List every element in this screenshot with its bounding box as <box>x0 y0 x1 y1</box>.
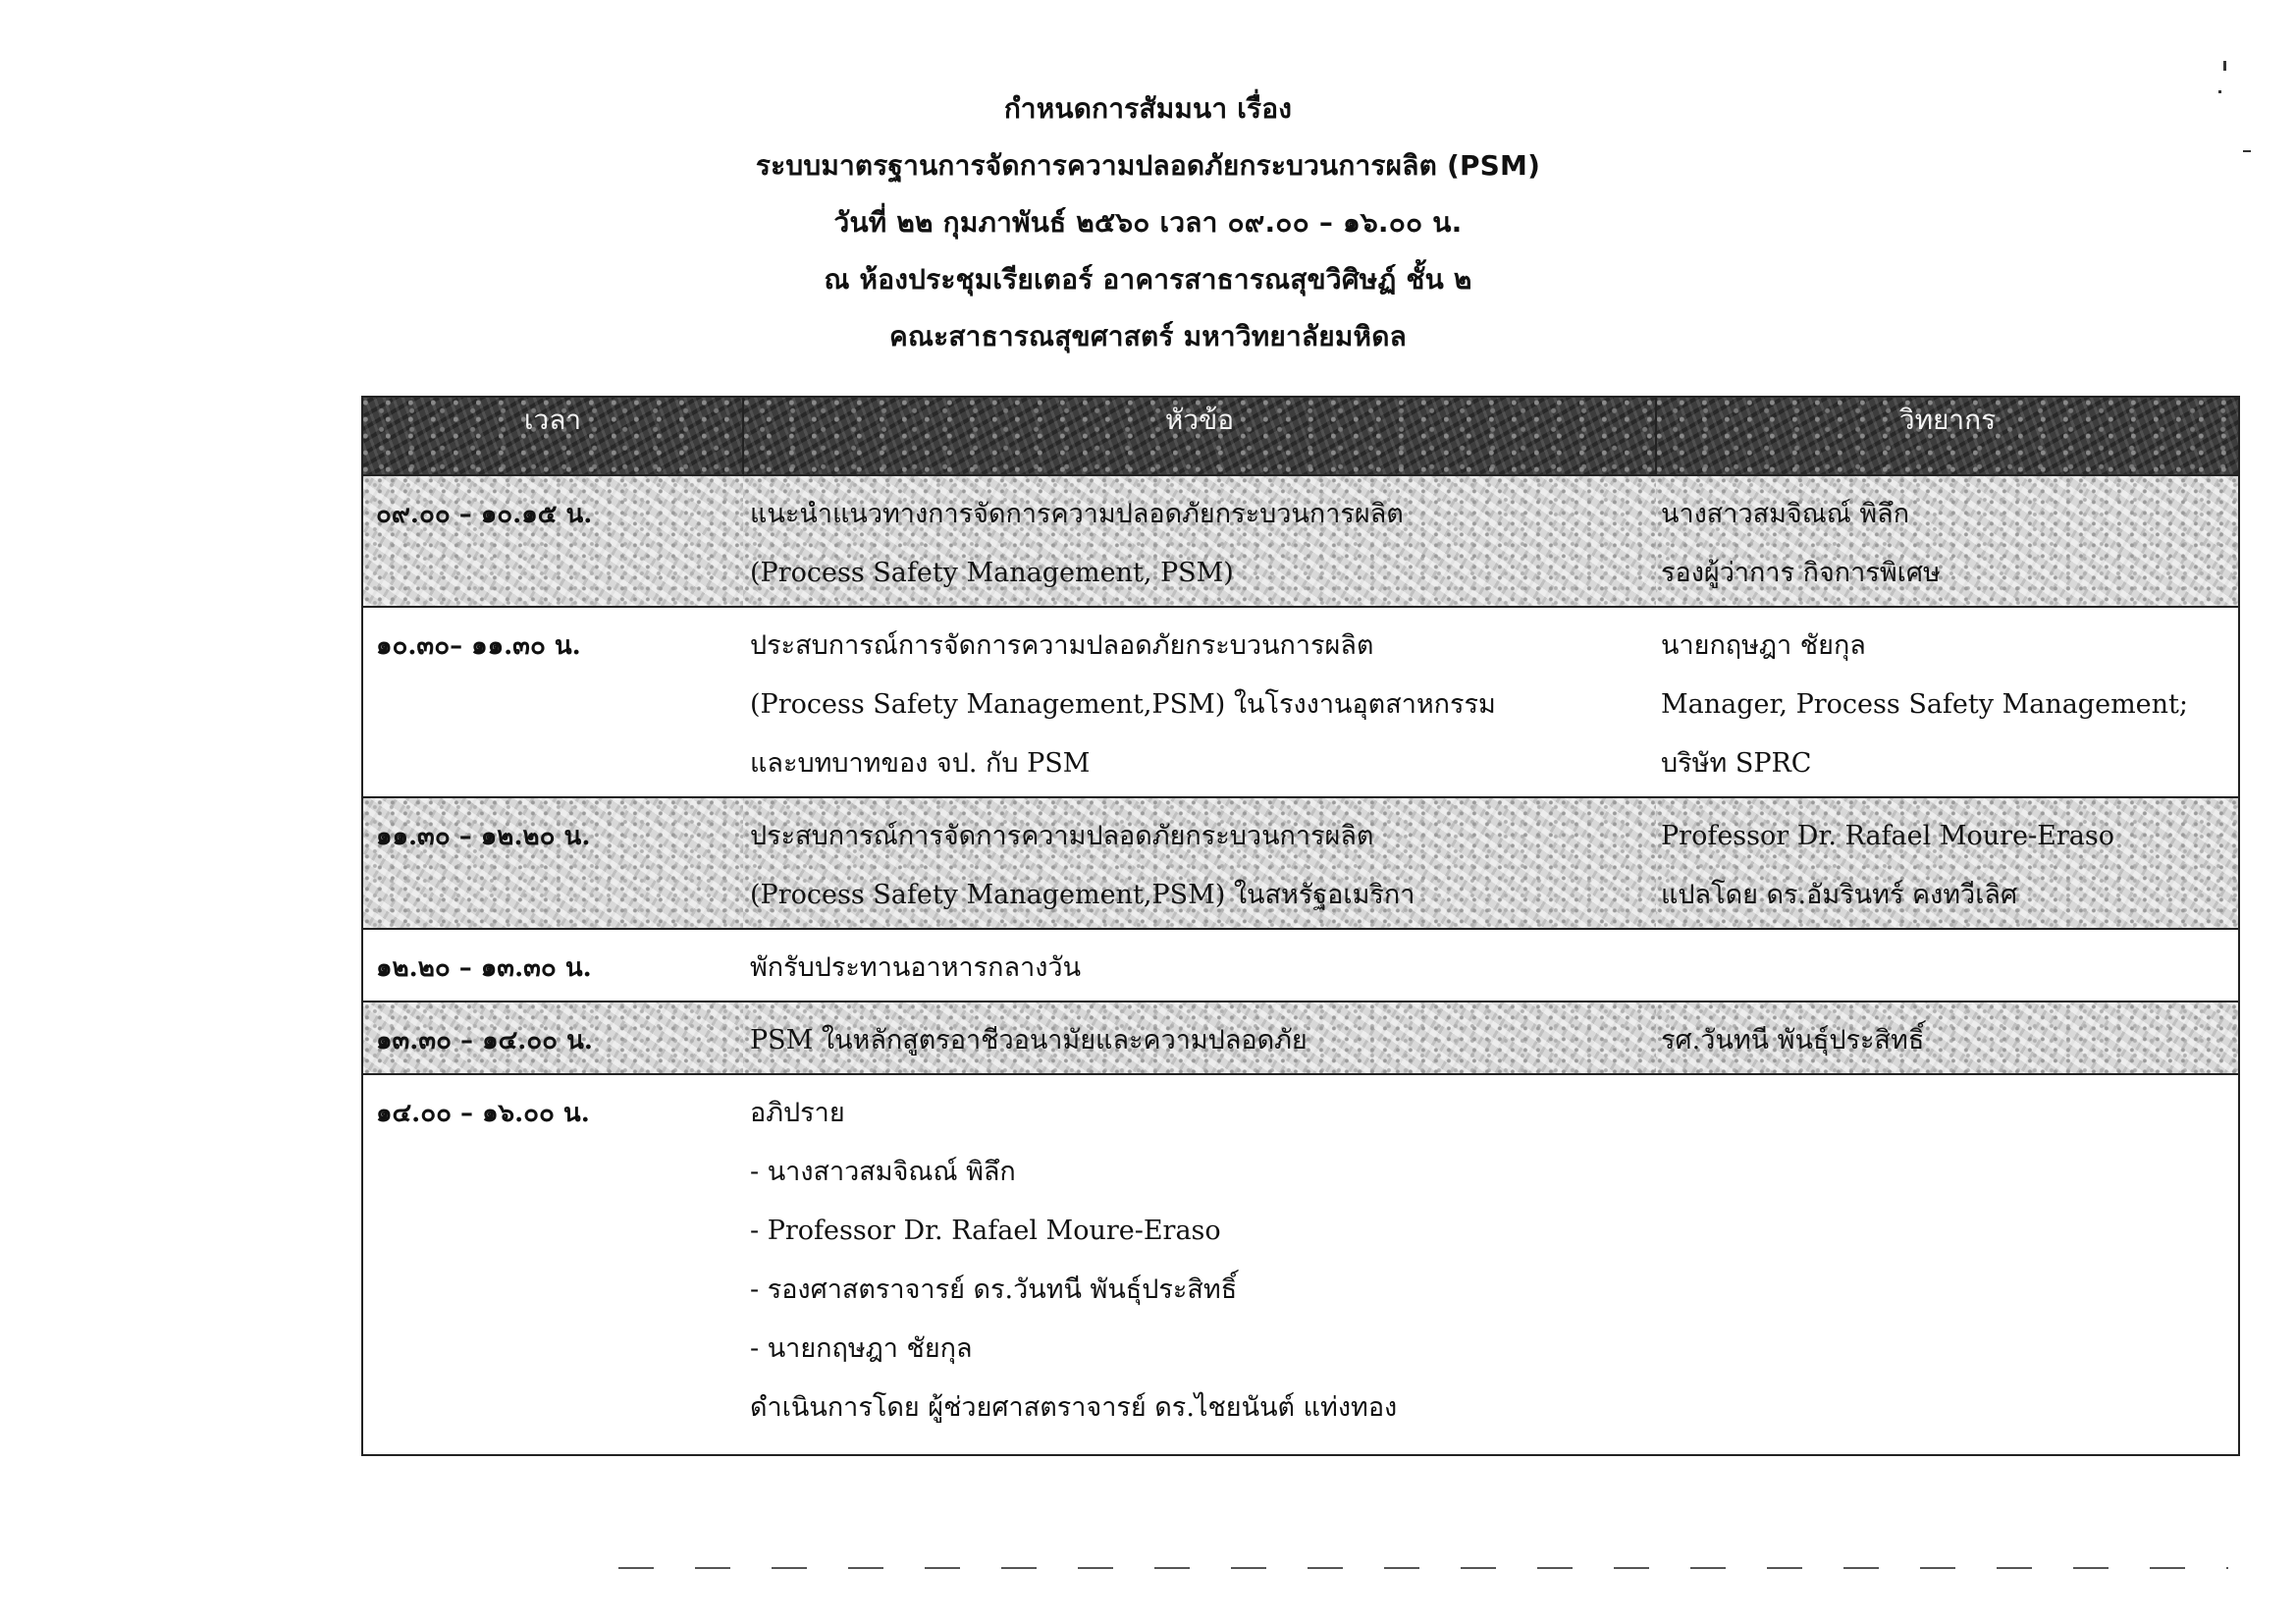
row-speaker-cell <box>1656 475 2239 607</box>
table-row <box>362 607 2239 797</box>
row-speaker-cell <box>1656 929 2239 1001</box>
header-title: กำหนดการสัมมนา เรื่อง <box>1003 92 1293 125</box>
row-topic-cell <box>743 929 1656 1001</box>
header-faculty: คณะสาธารณสุขศาสตร์ มหาวิทยาลัยมหิดล <box>889 320 1407 352</box>
row-time-cell <box>362 797 743 929</box>
topic-line: (Process Safety Management, PSM) <box>750 558 1234 588</box>
row-speaker-cell <box>1656 1074 2239 1455</box>
topic-line: ประสบการณ์การจัดการความปลอดภัยกระบวนการผลิต <box>750 821 1374 851</box>
topic-line: พักรับประทานอาหารกลางวัน <box>750 952 1082 983</box>
table-header-row <box>362 397 2239 475</box>
speaker-line: นางสาวสมจิณณ์ พิลึก <box>1661 499 1910 529</box>
row-topic-cell <box>743 1001 1656 1074</box>
time-text: ๑๓.๓๐ – ๑๔.๐๐ น. <box>376 1026 593 1056</box>
scan-speck <box>2243 150 2251 152</box>
time-text: ๑๔.๐๐ – ๑๖.๐๐ น. <box>376 1099 590 1128</box>
topic-line: - นายกฤษฎา ชัยกุล <box>750 1333 973 1364</box>
speaker-line: รองผู้ว่าการ กิจการพิเศษ <box>1661 558 1941 588</box>
topic-line: - Professor Dr. Rafael Moure-Eraso <box>750 1216 1221 1246</box>
topic-line: ดำเนินการโดย ผู้ช่วยศาสตราจารย์ ดร.ไชยนันต์ แท่งทอง <box>750 1392 1398 1423</box>
row-speaker-cell <box>1656 1001 2239 1074</box>
table-row <box>362 797 2239 929</box>
row-time-cell <box>362 1074 743 1455</box>
table-row <box>362 1074 2239 1455</box>
topic-line: ประสบการณ์การจัดการความปลอดภัยกระบวนการผลิต <box>750 630 1374 661</box>
topic-line: และบทบาทของ จป. กับ PSM <box>750 748 1091 779</box>
speaker-line: แปลโดย ดร.อัมรินทร์ คงทวีเลิศ <box>1661 880 2018 910</box>
speaker-line: รศ.วันทนี พันธุ์ประสิทธิ์ <box>1661 1025 1925 1056</box>
row-topic-cell <box>743 797 1656 929</box>
column-header-time: เวลา <box>362 397 743 475</box>
row-topic-cell <box>743 475 1656 607</box>
topic-line: - รองศาสตราจารย์ ดร.วันทนี พันธุ์ประสิทธิ์ <box>750 1274 1238 1305</box>
row-speaker-cell <box>1656 797 2239 929</box>
time-text: ๑๒.๒๐ – ๑๓.๓๐ น. <box>376 953 592 983</box>
document-header <box>0 81 2296 365</box>
topic-line: - นางสาวสมจิณณ์ พิลึก <box>750 1157 1016 1187</box>
column-header-speaker: วิทยากร <box>1656 397 2239 475</box>
header-subject: ระบบมาตรฐานการจัดการความปลอดภัยกระบวนการผลิต (PSM) <box>755 149 1541 182</box>
row-speaker-cell <box>1656 607 2239 797</box>
speaker-line: นายกฤษฎา ชัยกุล <box>1661 630 1866 661</box>
schedule-table <box>361 396 2240 1456</box>
scan-speck <box>2218 90 2221 93</box>
row-time-cell <box>362 929 743 1001</box>
topic-line: แนะนำแนวทางการจัดการความปลอดภัยกระบวนการผลิต <box>750 499 1404 529</box>
table-row <box>362 1001 2239 1074</box>
row-time-cell <box>362 607 743 797</box>
row-time-cell <box>362 475 743 607</box>
header-date-time: วันที่ ๒๒ กุมภาพันธ์ ๒๕๖๐ เวลา ๐๙.๐๐ – ๑๖.๐๐ น. <box>833 206 1463 239</box>
topic-line: PSM ในหลักสูตรอาชีวอนามัยและความปลอดภัย <box>750 1025 1308 1056</box>
speaker-line: Manager, Process Safety Management; <box>1661 689 2188 720</box>
time-text: ๑๐.๓๐– ๑๑.๓๐ น. <box>376 631 581 661</box>
row-time-cell <box>362 1001 743 1074</box>
topic-line: อภิปราย <box>750 1098 845 1128</box>
time-text: ๑๑.๓๐ – ๑๒.๒๐ น. <box>376 822 591 851</box>
header-venue: ณ ห้องประชุมเรียเตอร์ อาคารสาธารณสุขวิศิษฏ์ ชั้น ๒ <box>824 263 1472 296</box>
speaker-line: Professor Dr. Rafael Moure-Eraso <box>1661 821 2114 851</box>
row-topic-cell <box>743 1074 1656 1455</box>
topic-line: (Process Safety Management,PSM) ในสหรัฐอเมริกา <box>750 880 1415 910</box>
speaker-line: บริษัท SPRC <box>1661 748 1812 779</box>
topic-line: (Process Safety Management,PSM) ในโรงงานอุตสาหกรรม <box>750 689 1496 720</box>
time-text: ๐๙.๐๐ – ๑๐.๑๕ น. <box>376 500 593 529</box>
table-row <box>362 929 2239 1001</box>
table-row <box>362 475 2239 607</box>
scan-dashed-line <box>618 1567 2228 1569</box>
column-header-topic: หัวข้อ <box>743 397 1656 475</box>
scan-speck <box>2223 61 2226 71</box>
row-topic-cell <box>743 607 1656 797</box>
